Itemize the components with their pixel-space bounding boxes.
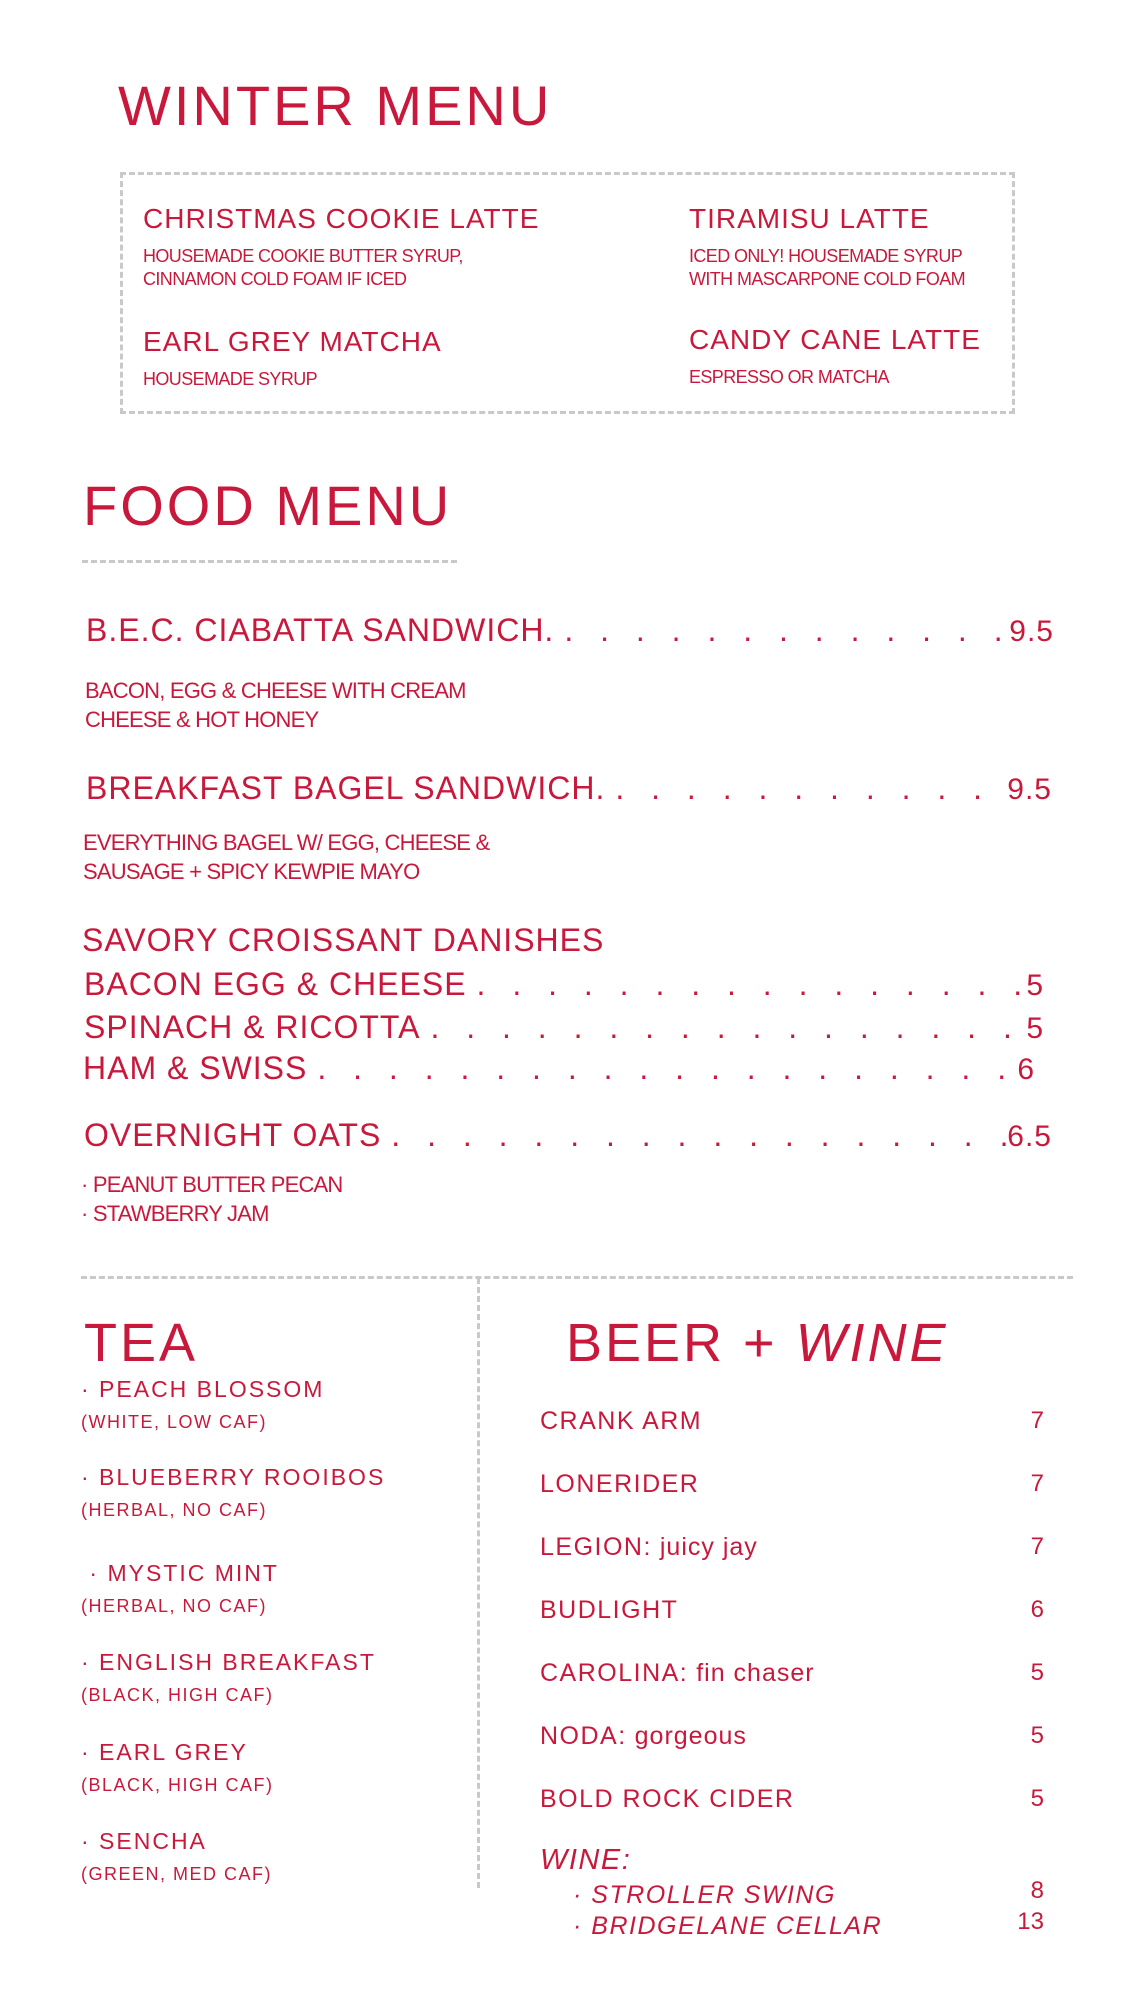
tea-item — [81, 1741, 274, 1794]
section-divider — [81, 1276, 1073, 1279]
food-item-desc-line: CHEESE & HOT HONEY — [85, 707, 319, 732]
beer-brand: NODA: — [540, 1722, 627, 1750]
beer-item-name — [540, 1661, 815, 1686]
winter-item — [689, 205, 965, 291]
beer-item-price: 7 — [1030, 1470, 1044, 1497]
danish-item — [84, 1009, 1044, 1046]
winter-item-desc: WITH MASCARPONE COLD FOAM — [689, 269, 966, 289]
food-item-desc-line: SAUSAGE + SPICY KEWPIE MAYO — [83, 859, 420, 884]
oats-option: · PEANUT BUTTER PECAN — [81, 1172, 343, 1197]
beer-item-price: 7 — [1030, 1407, 1044, 1434]
danish-item-name: BACON EGG & CHEESE — [84, 966, 467, 1002]
food-item-desc-line: EVERYTHING BAGEL W/ EGG, CHEESE & — [83, 830, 490, 855]
tea-item-sub: (HERBAL, NO CAF) — [81, 1596, 268, 1616]
dot-leader — [605, 770, 1007, 807]
dot-leader — [307, 1050, 1017, 1087]
danish-item — [83, 1050, 1035, 1087]
tea-item-sub: (BLACK, HIGH CAF) — [81, 1775, 274, 1795]
beer-brand: CAROLINA: — [540, 1659, 689, 1687]
tea-item-name: · SENCHA — [81, 1828, 207, 1854]
food-item-name: OVERNIGHT OATS — [84, 1117, 382, 1153]
danishes-title: SAVORY CROISSANT DANISHES — [82, 922, 605, 958]
tea-item — [81, 1830, 272, 1883]
beer-style: fin chaser — [688, 1659, 815, 1687]
dot-leader — [467, 966, 1027, 1003]
beer-item-price: 5 — [1030, 1785, 1044, 1812]
dot-leader — [554, 612, 1009, 649]
food-title-divider — [82, 560, 457, 563]
tea-item — [81, 1466, 385, 1519]
winter-item-name: CANDY CANE LATTE — [689, 324, 981, 355]
tea-item — [81, 1651, 376, 1704]
winter-item-name: TIRAMISU LATTE — [689, 203, 930, 234]
danish-item-name: HAM & SWISS — [83, 1050, 308, 1086]
wine-item-price: 13 — [1017, 1908, 1044, 1935]
winter-item-name: EARL GREY MATCHA — [143, 326, 442, 357]
wine-title-part: WINE — [795, 1313, 949, 1373]
tea-item-name: · MYSTIC MINT — [81, 1560, 279, 1586]
food-item-name: B.E.C. CIABATTA SANDWICH. — [86, 612, 555, 648]
winter-item — [143, 328, 442, 391]
tea-item-name: · BLUEBERRY ROOIBOS — [81, 1464, 386, 1490]
tea-item-name: · PEACH BLOSSOM — [81, 1376, 325, 1402]
food-item-price: 9.5 — [1007, 773, 1052, 806]
winter-item-desc: ICED ONLY! HOUSEMADE SYRUP — [689, 246, 963, 266]
food-item-name: BREAKFAST BAGEL SANDWICH. — [86, 770, 606, 806]
wine-label: WINE: — [540, 1844, 632, 1876]
dot-leader — [381, 1117, 1007, 1154]
food-item-desc-line: BACON, EGG & CHEESE WITH CREAM — [85, 678, 466, 703]
danish-item-price: 5 — [1026, 1012, 1044, 1045]
food-menu-title: FOOD MENU — [83, 474, 453, 537]
danish-item-name: SPINACH & RICOTTA — [84, 1009, 421, 1045]
tea-item-sub: (WHITE, LOW CAF) — [81, 1412, 267, 1432]
winter-item-desc: CINNAMON COLD FOAM IF ICED — [143, 269, 407, 289]
winter-item — [689, 326, 981, 389]
beer-item-name — [540, 1787, 794, 1812]
food-item-price: 9.5 — [1009, 615, 1054, 648]
column-divider — [477, 1278, 480, 1888]
danish-item — [84, 966, 1044, 1003]
tea-item — [81, 1562, 279, 1615]
tea-item-name: · ENGLISH BREAKFAST — [81, 1649, 376, 1675]
tea-item — [81, 1378, 324, 1431]
beer-item-name — [540, 1472, 699, 1497]
beer-style: gorgeous — [626, 1722, 747, 1750]
tea-item-name: · EARL GREY — [81, 1739, 248, 1765]
dot-leader — [420, 1009, 1026, 1046]
tea-item-sub: (BLACK, HIGH CAF) — [81, 1685, 274, 1705]
beer-item-name — [540, 1535, 758, 1560]
danish-item-price: 6 — [1017, 1053, 1035, 1086]
food-item-desc — [85, 676, 466, 734]
oats-options — [81, 1170, 343, 1228]
beer-item-price: 5 — [1030, 1659, 1044, 1686]
beer-wine-title — [566, 1313, 949, 1373]
tea-item-sub: (HERBAL, NO CAF) — [81, 1500, 268, 1520]
wine-item-price: 8 — [1030, 1877, 1044, 1904]
winter-menu-title: WINTER MENU — [118, 74, 553, 137]
food-item — [86, 612, 1054, 649]
beer-brand: BOLD ROCK CIDER — [540, 1785, 795, 1813]
beer-title-part: BEER + — [566, 1313, 796, 1373]
wine-item-name: · BRIDGELANE CELLAR — [573, 1912, 883, 1940]
oats-option: · STAWBERRY JAM — [81, 1201, 269, 1226]
beer-item-name — [540, 1724, 747, 1749]
tea-item-sub: (GREEN, MED CAF) — [81, 1864, 273, 1884]
beer-brand: LONERIDER — [540, 1470, 700, 1498]
food-item — [86, 770, 1052, 807]
wine-item-name: · STROLLER SWING — [573, 1881, 836, 1909]
tea-title: TEA — [84, 1313, 199, 1373]
beer-item-price: 7 — [1030, 1533, 1044, 1560]
winter-item — [143, 205, 539, 291]
beer-item-name — [540, 1409, 702, 1434]
beer-item-name — [540, 1598, 678, 1623]
food-item-price: 6.5 — [1007, 1120, 1052, 1153]
food-item-desc — [83, 828, 489, 886]
winter-item-desc: ESPRESSO OR MATCHA — [689, 367, 889, 387]
winter-item-desc: HOUSEMADE SYRUP — [143, 369, 318, 389]
beer-item-price: 6 — [1030, 1596, 1044, 1623]
beer-brand: CRANK ARM — [540, 1407, 703, 1435]
beer-brand: LEGION: — [540, 1533, 652, 1561]
beer-item-price: 5 — [1030, 1722, 1044, 1749]
food-item — [84, 1117, 1052, 1154]
danish-item-price: 5 — [1026, 969, 1044, 1002]
winter-item-name: CHRISTMAS COOKIE LATTE — [143, 203, 540, 234]
beer-style: juicy jay — [651, 1533, 758, 1561]
winter-item-desc: HOUSEMADE COOKIE BUTTER SYRUP, — [143, 246, 463, 266]
beer-brand: BUDLIGHT — [540, 1596, 679, 1624]
